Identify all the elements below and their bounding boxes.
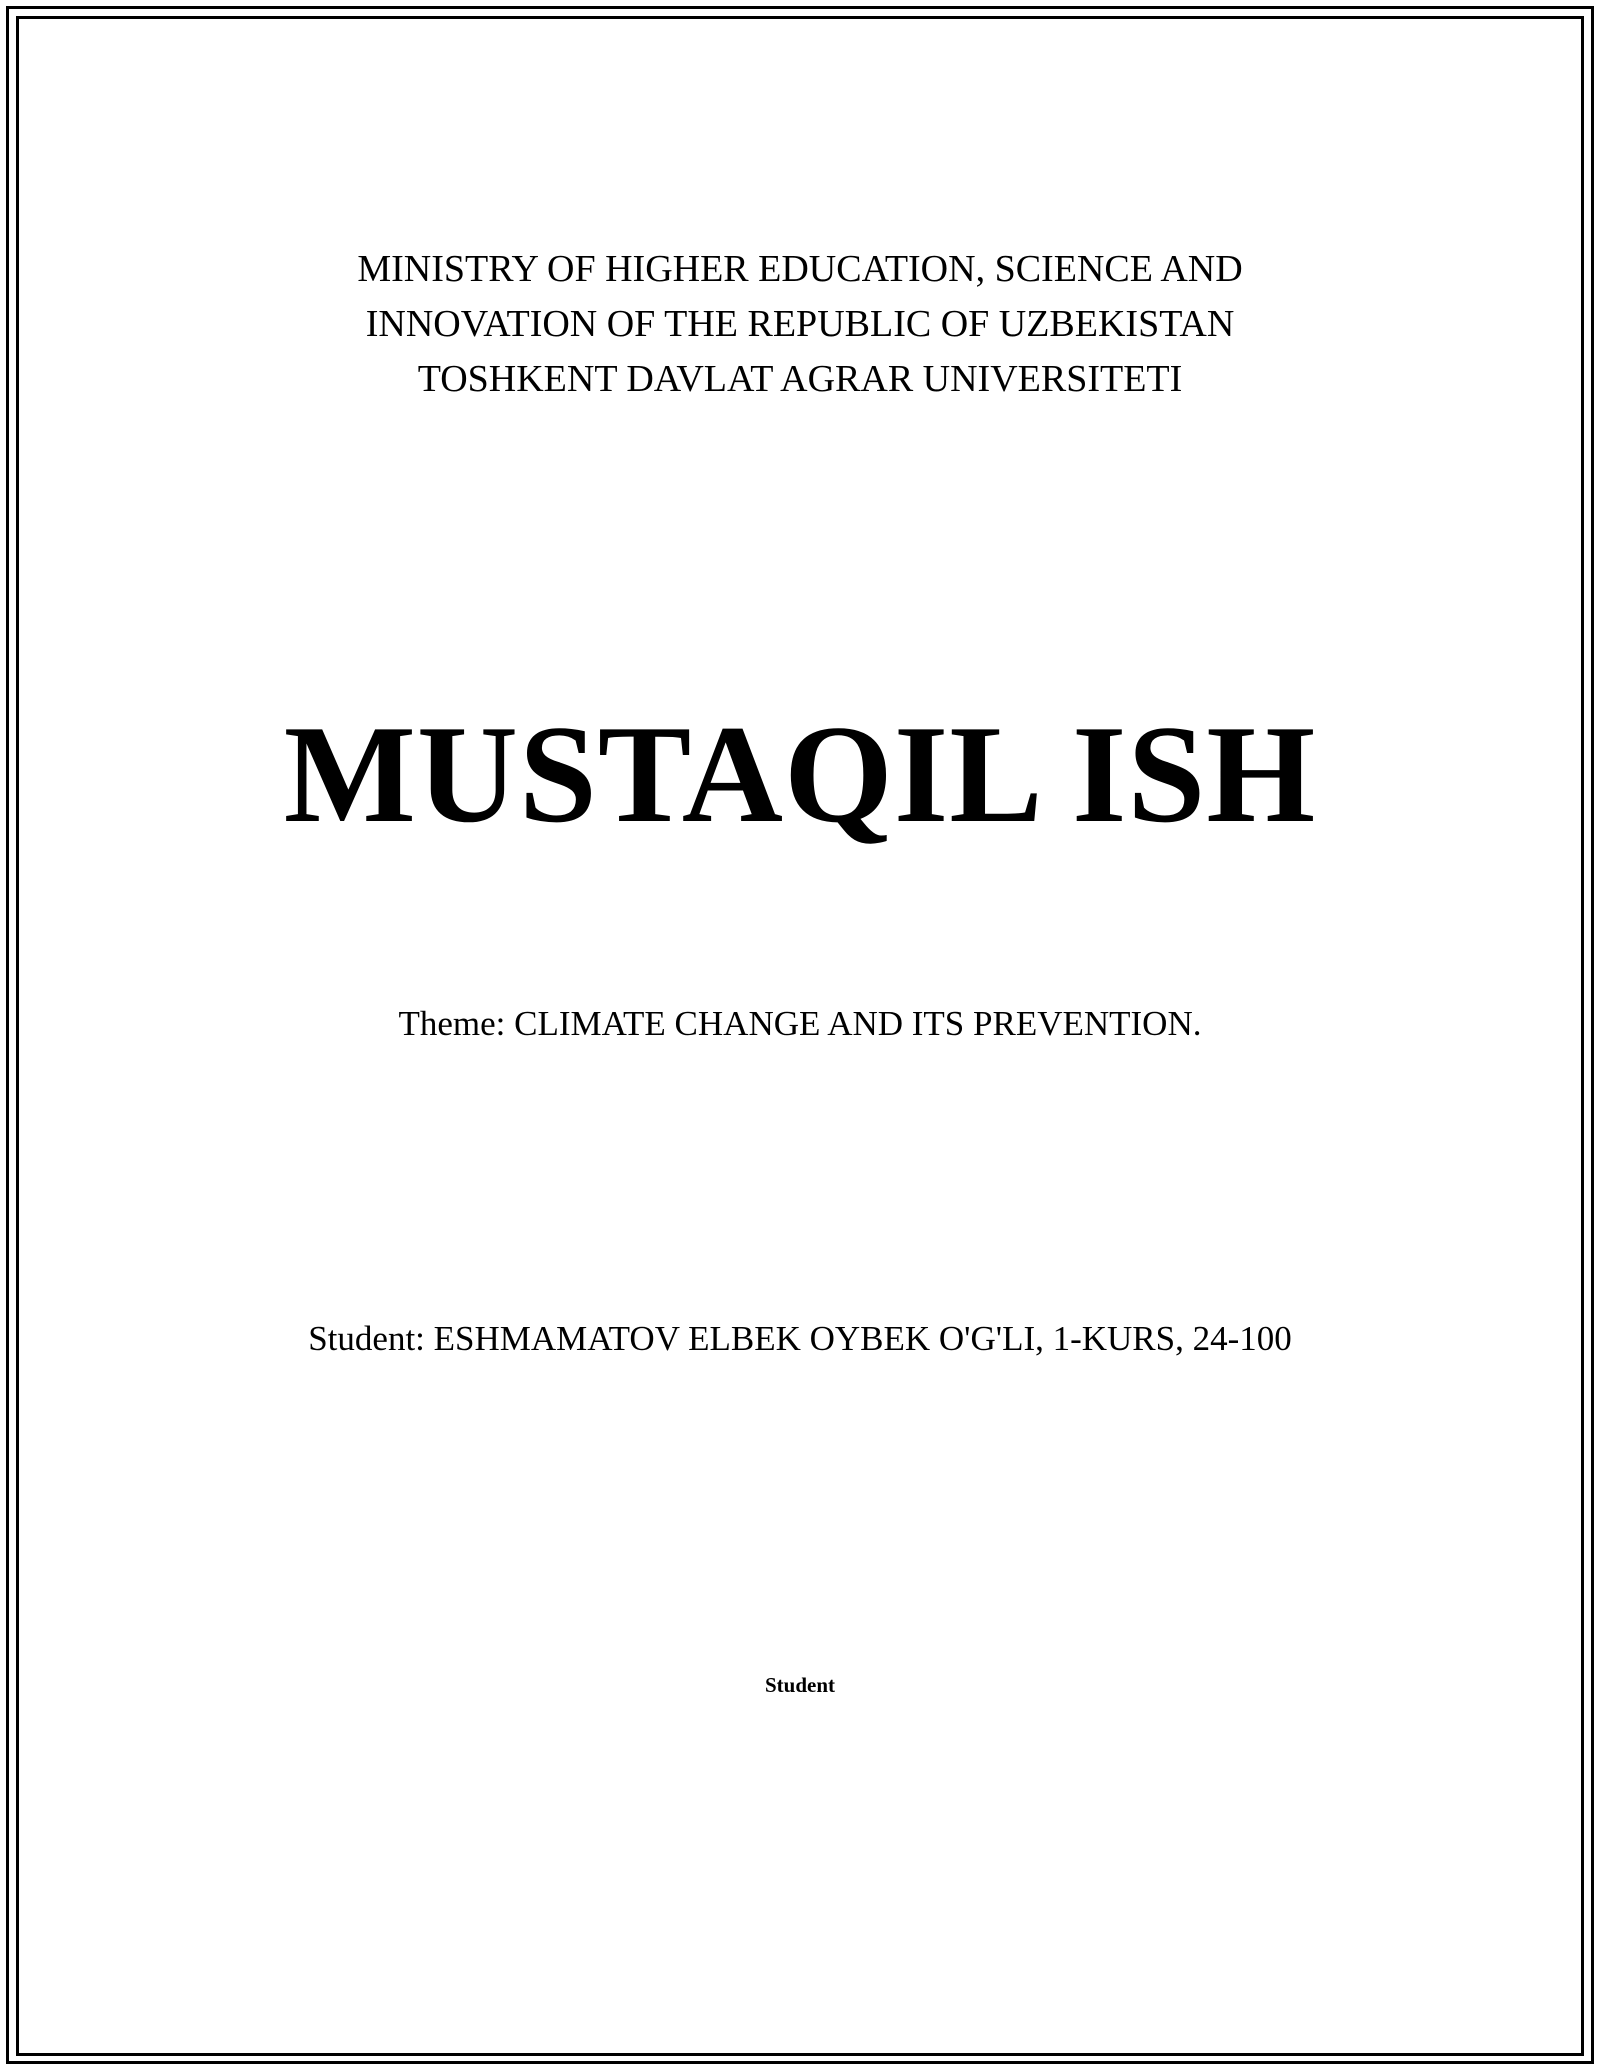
header-line-republic: INNOVATION OF THE REPUBLIC OF UZBEKISTAN — [365, 303, 1235, 345]
student-label: Student — [764, 1673, 836, 1697]
header-line-ministry: MINISTRY OF HIGHER EDUCATION, SCIENCE AND — [357, 248, 1243, 290]
student-info: Student: ESHMAMATOV ELBEK OYBEK O'G'LI, 1-KURS, 24-100 — [308, 1319, 1292, 1358]
document-theme: Theme: CLIMATE CHANGE AND ITS PREVENTION. — [398, 1004, 1202, 1043]
institution-header — [0, 242, 1600, 407]
document-title: MUSTAQIL ISH — [283, 697, 1317, 852]
header-line-university: TOSHKENT DAVLAT AGRAR UNIVERSITETI — [417, 358, 1183, 400]
